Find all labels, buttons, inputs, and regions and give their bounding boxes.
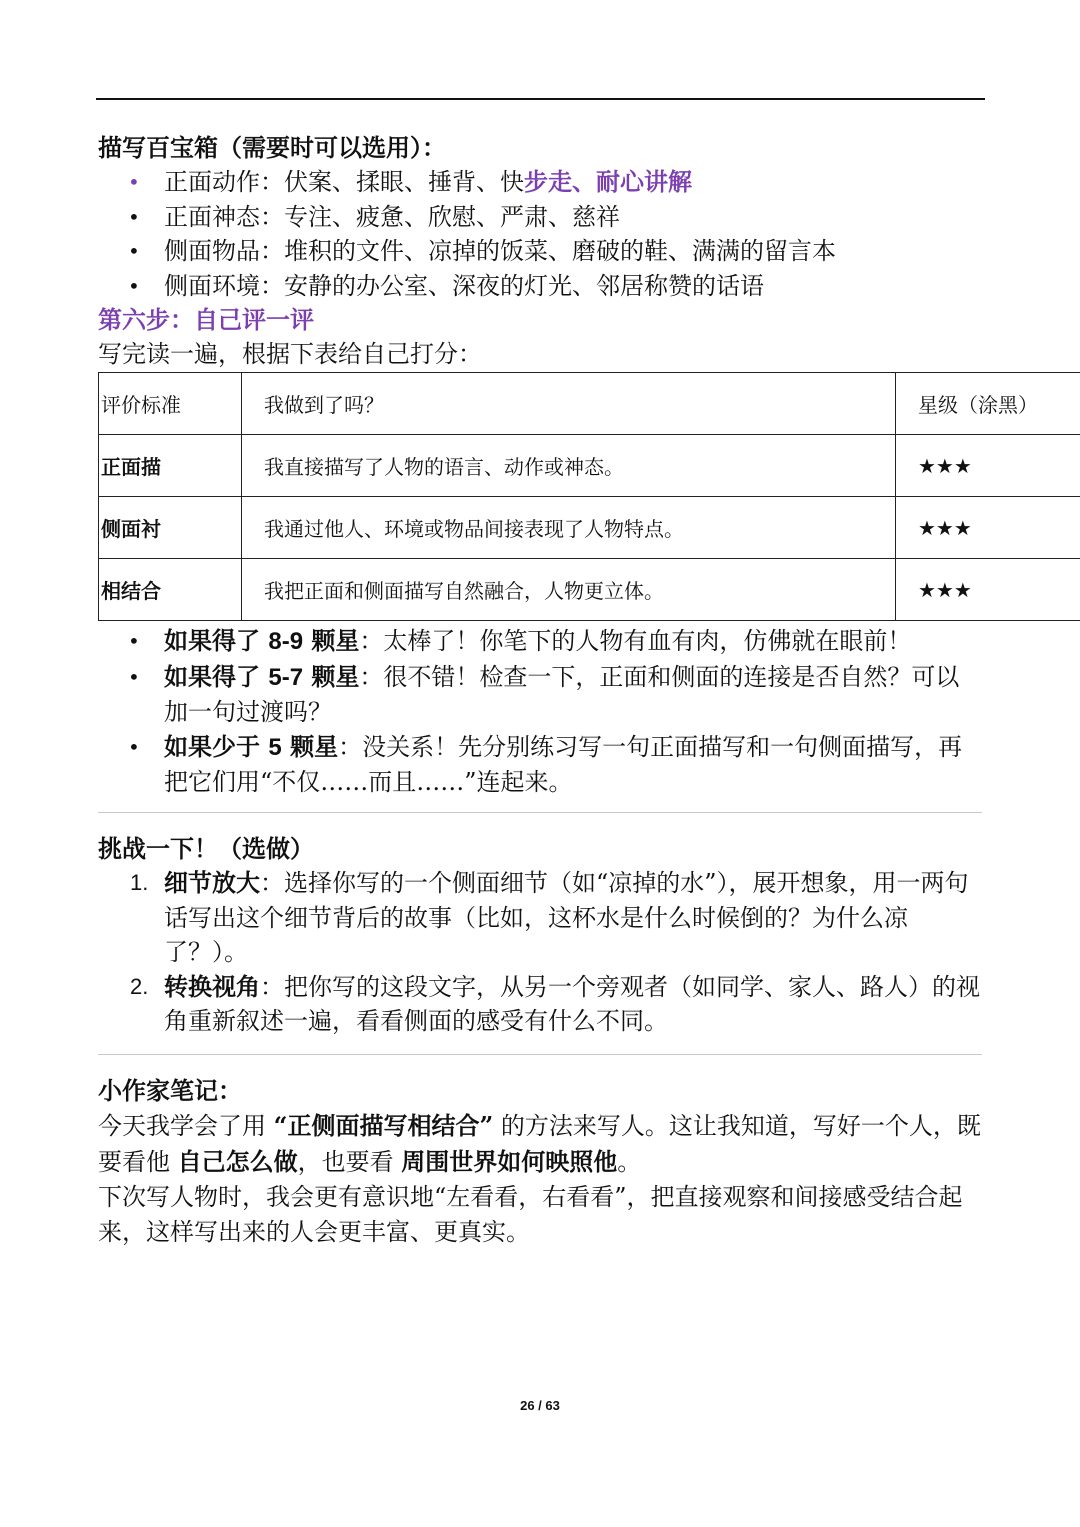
page-number: 26 / 63 <box>520 1398 560 1413</box>
notes-paragraph-2: 下次写人物时，我会更有意识地“左看看，右看看”，把直接观察和间接感受结合起来，这样写出来的人会更丰富、更真实。 <box>98 1183 963 1246</box>
toolbox-section <box>98 131 982 372</box>
description-cell: 我直接描写了人物的语言、动作或神态。 <box>242 435 896 497</box>
description-cell: 我把正面和侧面描写自然融合，人物更立体。 <box>242 559 896 621</box>
list-item: • 正面神态：专注、疲惫、欣慰、严肃、慈祥 <box>98 200 982 235</box>
list-item: 2. 转换视角：把你写的这段文字，从另一个旁观者（如同学、家人、路人）的视角重新叙述一遍，看看侧面的感受有什么不同。 <box>130 971 980 1035</box>
criterion-cell: 相结合 <box>99 559 242 621</box>
star-rating[interactable]: ★★★ <box>896 559 1080 621</box>
step6-intro: 写完读一遍，根据下表给自己打分： <box>98 340 482 368</box>
step6-title: 第六步：自己评一评 <box>98 305 314 334</box>
section-divider <box>98 812 982 813</box>
section-divider <box>98 1054 982 1055</box>
header-rule <box>96 98 985 100</box>
table-row <box>99 559 1080 621</box>
list-item: • 如果得了 5-7 颗星：很不错！检查一下，正面和侧面的连接是否自然？可以加一句过渡吗？ <box>98 660 982 730</box>
list-item: • 如果得了 8-9 颗星：太棒了！你笔下的人物有血有肉，仿佛就在眼前！ <box>98 624 982 660</box>
challenge-title: 挑战一下！（选做） <box>98 834 314 863</box>
challenge-section <box>98 832 982 1039</box>
list-item: • 如果少于 5 颗星：没关系！先分别练习写一句正面描写和一句侧面描写，再把它们用“不仅……而且……”连起来。 <box>98 730 982 800</box>
results-list <box>98 624 982 800</box>
notes-title: 小作家笔记： <box>98 1076 242 1105</box>
table-header-row <box>99 373 1080 435</box>
challenge-list <box>98 866 982 1039</box>
list-item: 1. 细节放大：选择你写的一个侧面细节（如“凉掉的水”），展开想象，用一两句话写出这个细节背后的故事（比如，这杯水是什么时候倒的？为什么凉了？）。 <box>130 868 969 966</box>
list-item: • 侧面物品：堆积的文件、凉掉的饭菜、磨破的鞋、满满的留言本 <box>98 234 982 269</box>
criterion-cell: 正面描 <box>99 435 242 497</box>
toolbox-title: 描写百宝箱（需要时可以选用）： <box>98 133 446 162</box>
list-item: • 侧面环境：安静的办公室、深夜的灯光、邻居称赞的话语 <box>98 269 982 304</box>
star-rating[interactable]: ★★★ <box>896 435 1080 497</box>
criterion-cell: 侧面衬 <box>99 497 242 559</box>
rating-table <box>98 372 1080 621</box>
description-cell: 我通过他人、环境或物品间接表现了人物特点。 <box>242 497 896 559</box>
table-header-cell: 评价标准 <box>99 373 242 435</box>
list-item: • 正面动作：伏案、揉眼、捶背、快步走、耐心讲解 <box>98 165 982 200</box>
notes-section <box>98 1074 982 1250</box>
table-header-cell: 我做到了吗？ <box>242 373 896 435</box>
toolbox-list <box>98 165 982 303</box>
results-section <box>98 624 982 800</box>
star-rating[interactable]: ★★★ <box>896 497 1080 559</box>
highlight-text: 步走、耐心讲解 <box>524 167 692 196</box>
table-row <box>99 497 1080 559</box>
notes-paragraph-1: 今天我学会了用 “正侧面描写相结合” 的方法来写人。这让我知道，写好一个人，既要看他 自己怎么做，也要看 周围世界如何映照他。 <box>98 1111 981 1176</box>
table-row <box>99 435 1080 497</box>
table-header-cell: 星级（涂黑） <box>896 373 1080 435</box>
